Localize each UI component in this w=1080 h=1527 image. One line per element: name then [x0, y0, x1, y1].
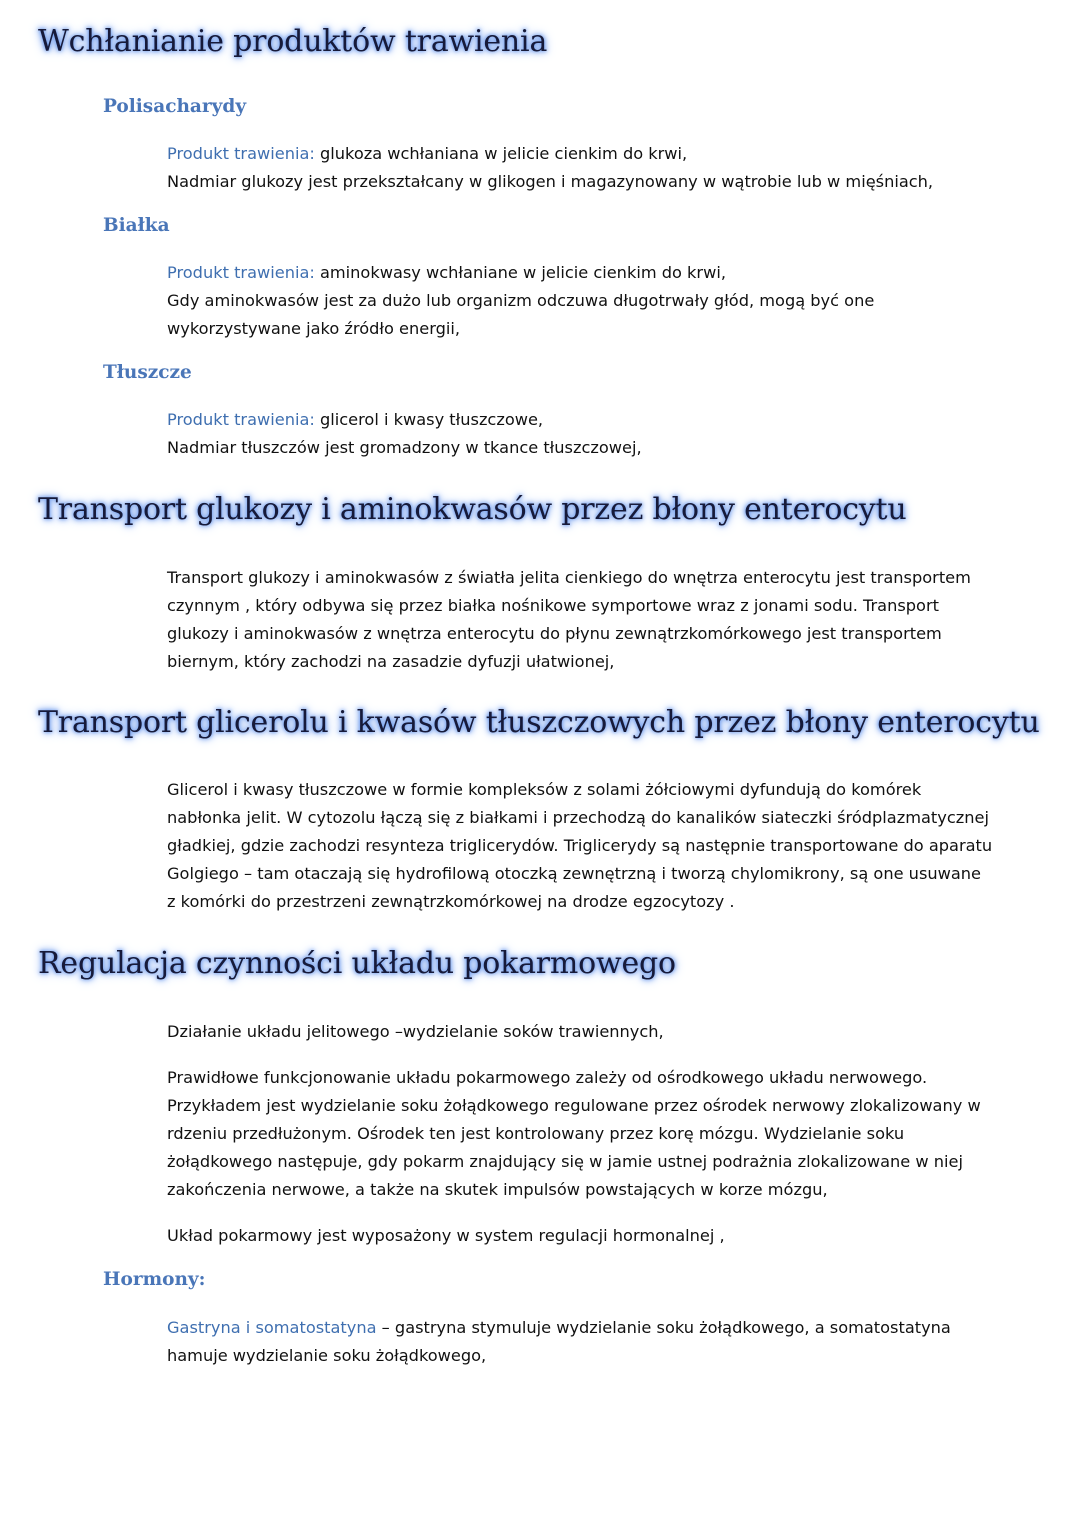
polysaccharides-line-1: [167, 140, 687, 168]
section-title-glycerol-transport: Transport glicerolu i kwasów tłuszczowych przez błony enterocytu: [38, 705, 1040, 740]
hormones-description: – gastryna stymuluje wydzielanie soku żołądkowego, a somatostatyna: [376, 1318, 951, 1337]
glucose-transport-line-1: Transport glukozy i aminokwasów z światła jelita cienkiego do wnętrza enterocytu jest transportem: [167, 568, 971, 587]
glucose-transport-line-4: biernym, który zachodzi na zasadzie dyfuzji ułatwionej,: [167, 652, 615, 671]
proteins-product-text: aminokwasy wchłaniane w jelicie cienkim do krwi,: [314, 263, 726, 282]
regulation-nervous-line-5: zakończenia nerwowe, a także na skutek impulsów powstających w korze mózgu,: [167, 1180, 828, 1199]
glycerol-transport-line-5: z komórki do przestrzeni zewnątrzkomórkowej na drodze egzocytozy .: [167, 892, 735, 911]
hormones-line-2: hamuje wydzielanie soku żołądkowego,: [167, 1346, 487, 1365]
glycerol-transport-line-1: Glicerol i kwasy tłuszczowe w formie kompleksów z solami żółciowymi dyfundują do komórek: [167, 780, 922, 799]
glucose-transport-line-3: glukozy i aminokwasów z wnętrza enterocytu do płynu zewnątrzkomórkowego jest transportem: [167, 624, 942, 643]
hormones-line-1: [167, 1314, 951, 1342]
regulation-intro: Działanie układu jelitowego –wydzielanie soków trawiennych,: [167, 1022, 664, 1041]
regulation-hormonal-intro: Układ pokarmowy jest wyposażony w system regulacji hormonalnej ,: [167, 1226, 725, 1245]
glycerol-transport-line-2: nabłonka jelit. W cytozolu łączą się z białkami i przechodzą do kanalików siateczki śródplazmatycznej: [167, 808, 989, 827]
section-title-glucose-transport: Transport glukozy i aminokwasów przez błony enterocytu: [38, 492, 907, 527]
proteins-line-3: wykorzystywane jako źródło energii,: [167, 319, 460, 338]
glucose-transport-line-2: czynnym , który odbywa się przez białka nośnikowe symportowe wraz z jonami sodu. Transport: [167, 596, 939, 615]
regulation-nervous-line-2: Przykładem jest wydzielanie soku żołądkowego regulowane przez ośrodek nerwowy zlokalizowany w: [167, 1096, 981, 1115]
glycerol-transport-line-4: Golgiego – tam otaczają się hydrofilową otoczką zewnętrzną i tworzą chylomikrony, są one usuwane: [167, 864, 982, 883]
digestion-product-label: Produkt trawienia:: [167, 144, 315, 163]
fats-line-2: Nadmiar tłuszczów jest gromadzony w tkance tłuszczowej,: [167, 438, 642, 457]
polysaccharides-line-2: Nadmiar glukozy jest przekształcany w glikogen i magazynowany w wątrobie lub w mięśniach,: [167, 172, 934, 191]
proteins-line-1: [167, 259, 726, 287]
hormone-name-label: Gastryna i somatostatyna: [167, 1318, 377, 1337]
fats-product-text: glicerol i kwasy tłuszczowe,: [314, 410, 544, 429]
subheading-hormones: Hormony:: [103, 1269, 206, 1290]
subheading-proteins: Białka: [103, 215, 170, 236]
fats-line-1: [167, 406, 543, 434]
digestion-product-label: Produkt trawienia:: [167, 263, 315, 282]
subheading-polysaccharides: Polisacharydy: [103, 96, 247, 117]
glycerol-transport-line-3: gładkiej, gdzie zachodzi resynteza triglicerydów. Triglicerydy są następnie transportowane do aparatu: [167, 836, 993, 855]
regulation-nervous-line-4: żołądkowego następuje, gdy pokarm znajdujący się w jamie ustnej podrażnia zlokalizowane w niej: [167, 1152, 964, 1171]
regulation-nervous-line-3: rdzeniu przedłużonym. Ośrodek ten jest kontrolowany przez korę mózgu. Wydzielanie soku: [167, 1124, 905, 1143]
proteins-line-2: Gdy aminokwasów jest za dużo lub organizm odczuwa długotrwały głód, mogą być one: [167, 291, 875, 310]
section-title-regulation: Regulacja czynności układu pokarmowego: [38, 946, 676, 981]
section-title-absorption: Wchłanianie produktów trawienia: [38, 24, 548, 59]
subheading-fats: Tłuszcze: [103, 362, 192, 383]
digestion-product-label: Produkt trawienia:: [167, 410, 315, 429]
regulation-nervous-line-1: Prawidłowe funkcjonowanie układu pokarmowego zależy od ośrodkowego układu nerwowego.: [167, 1068, 928, 1087]
polysaccharides-product-text: glukoza wchłaniana w jelicie cienkim do krwi,: [314, 144, 688, 163]
